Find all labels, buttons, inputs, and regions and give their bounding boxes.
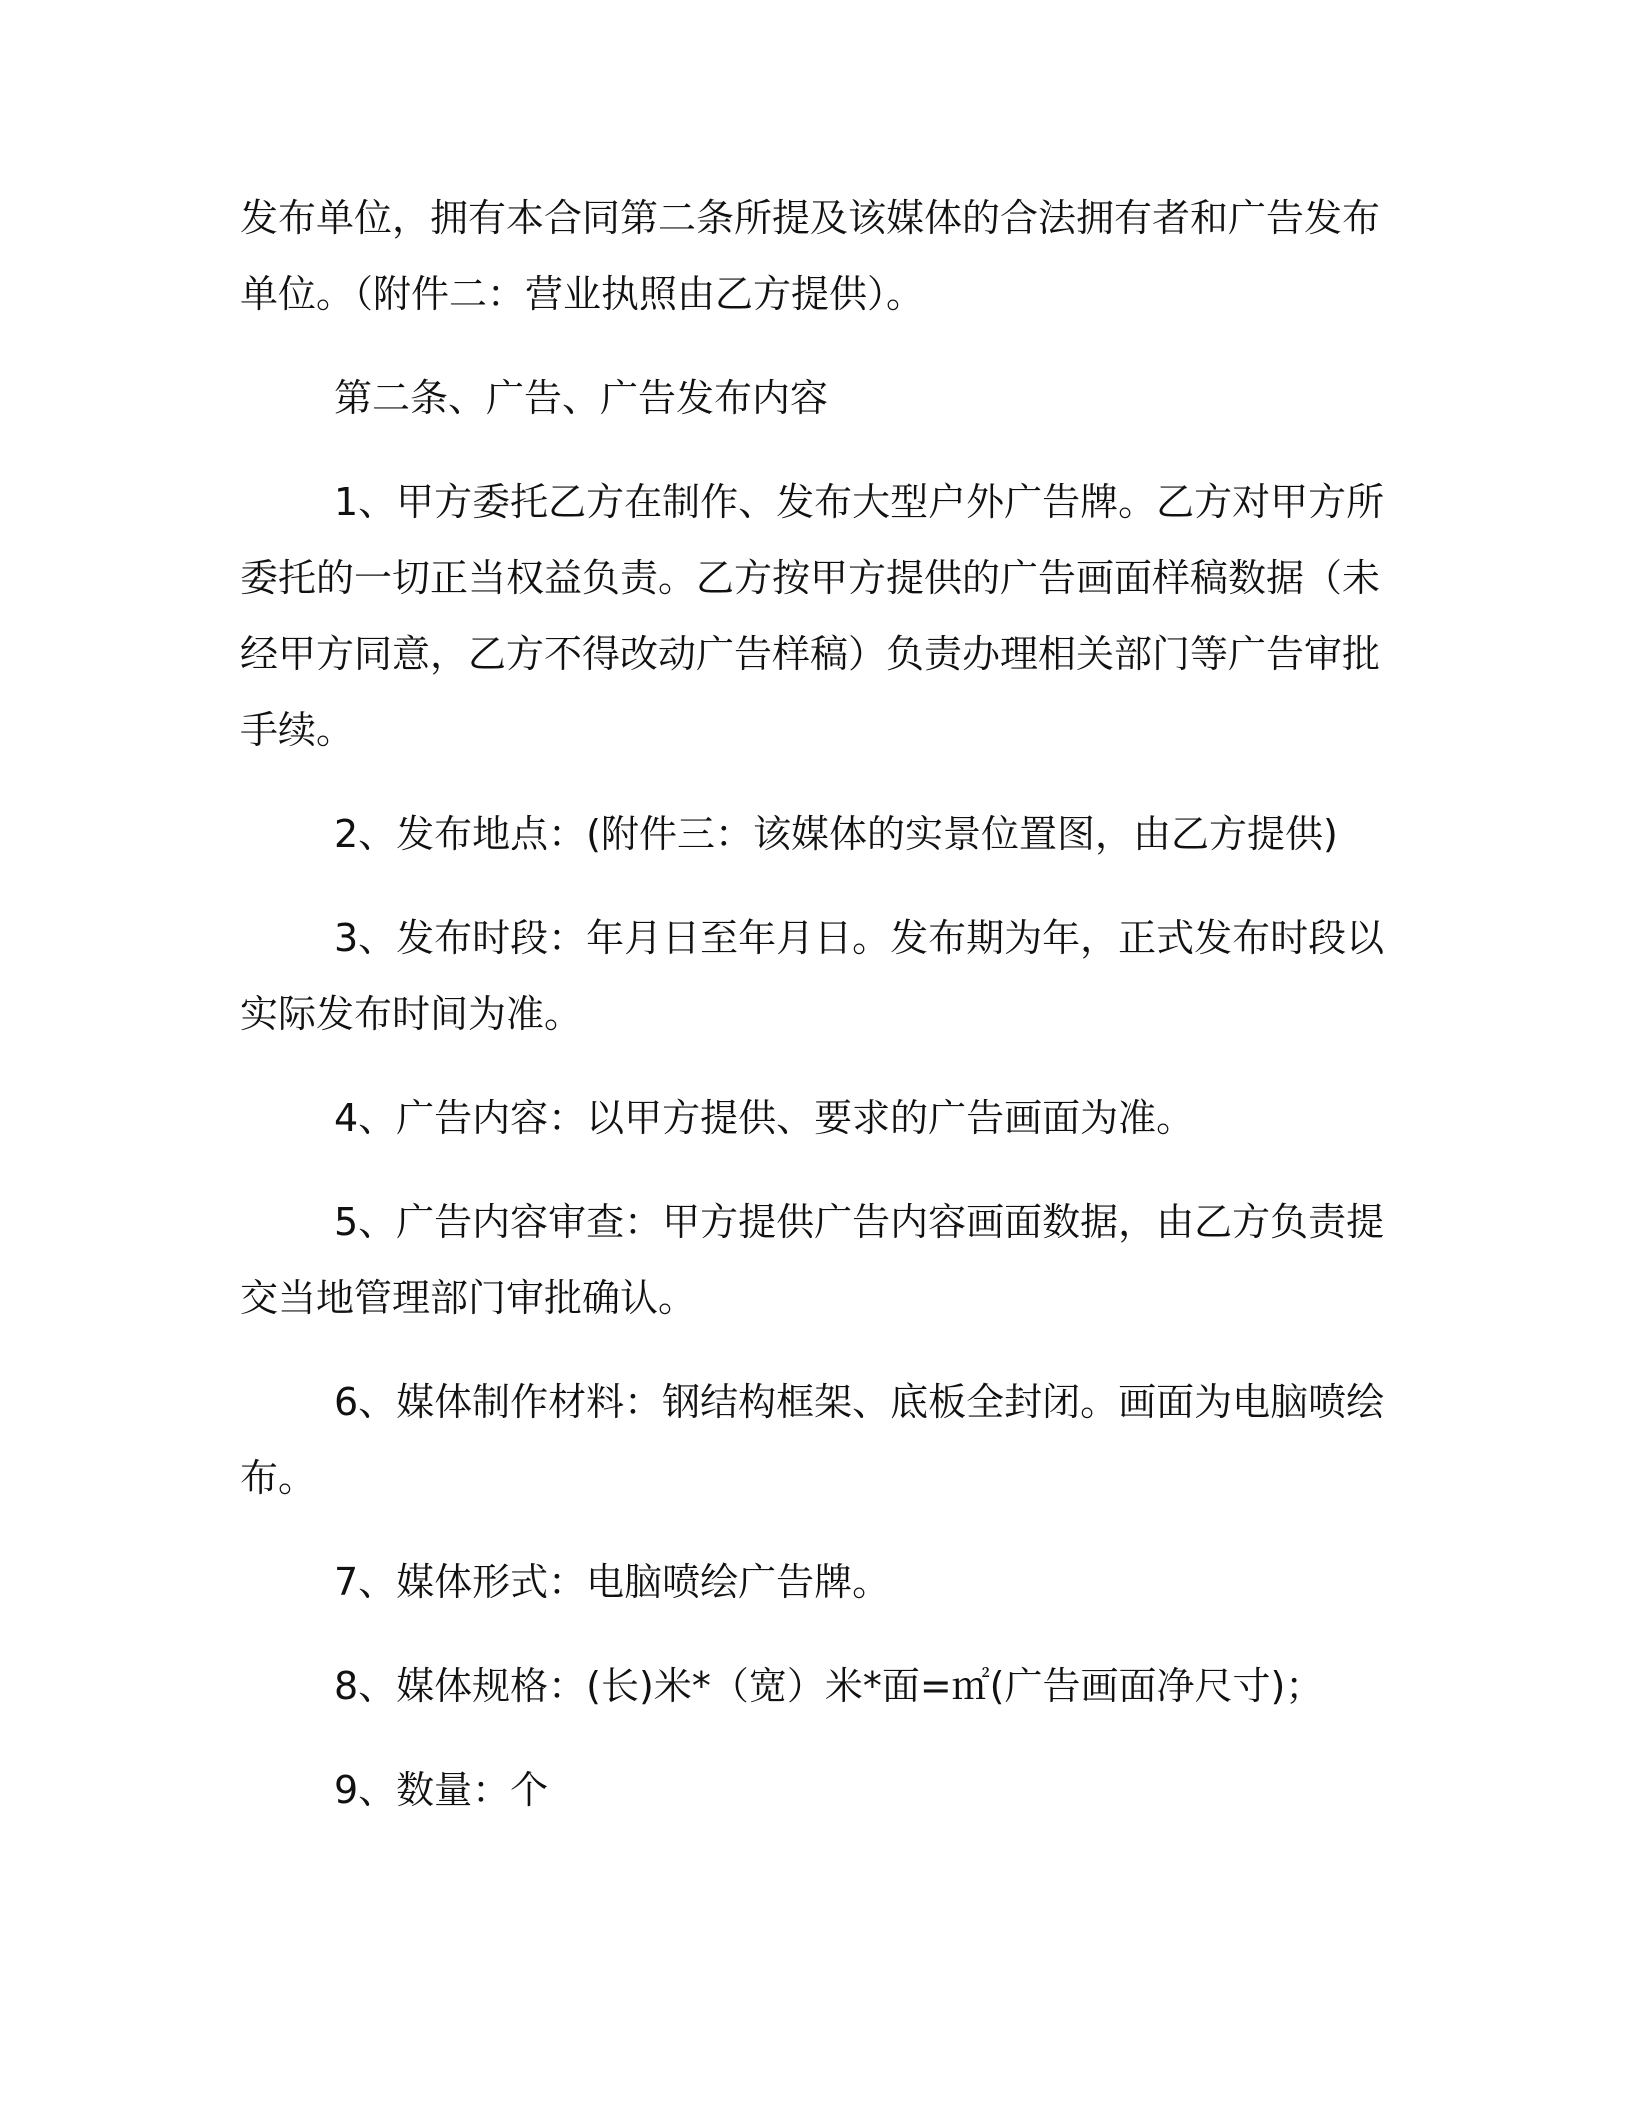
clause-9: 9、数量：个 <box>334 1768 549 1812</box>
clause-5-line-1: 5、广告内容审查：甲方提供广告内容画面数据，由乙方负责提 <box>334 1200 1385 1244</box>
clause-1-line-1: 1、甲方委托乙方在制作、发布大型户外广告牌。乙方对甲方所 <box>334 480 1385 524</box>
text-line-1: 发布单位，拥有本合同第二条所提及该媒体的合法拥有者和广告发布 <box>240 196 1381 240</box>
section-heading-article-2: 第二条、广告、广告发布内容 <box>334 376 829 420</box>
clause-1-line-2: 委托的一切正当权益负责。乙方按甲方提供的广告画面样稿数据（未 <box>240 556 1381 600</box>
clause-5-line-2: 交当地管理部门审批确认。 <box>240 1276 697 1320</box>
clause-7: 7、媒体形式：电脑喷绘广告牌。 <box>334 1560 891 1604</box>
clause-2: 2、发布地点：(附件三：该媒体的实景位置图，由乙方提供) <box>334 812 1338 856</box>
clause-1-line-3: 经甲方同意，乙方不得改动广告样稿）负责办理相关部门等广告审批 <box>240 632 1381 676</box>
clause-4: 4、广告内容：以甲方提供、要求的广告画面为准。 <box>334 1096 1195 1140</box>
clause-1-line-4: 手续。 <box>240 708 355 752</box>
clause-6-line-2: 布。 <box>240 1456 317 1500</box>
clause-6-line-1: 6、媒体制作材料：钢结构框架、底板全封闭。画面为电脑喷绘 <box>334 1380 1385 1424</box>
clause-8: 8、媒体规格：(长)米*（宽）米*面=㎡(广告画面净尺寸)； <box>334 1664 1324 1708</box>
clause-3-line-1: 3、发布时段：年月日至年月日。发布期为年，正式发布时段以 <box>334 916 1385 960</box>
text-line-2: 单位。（附件二：营业执照由乙方提供）。 <box>240 272 925 316</box>
clause-3-line-2: 实际发布时间为准。 <box>240 992 583 1036</box>
